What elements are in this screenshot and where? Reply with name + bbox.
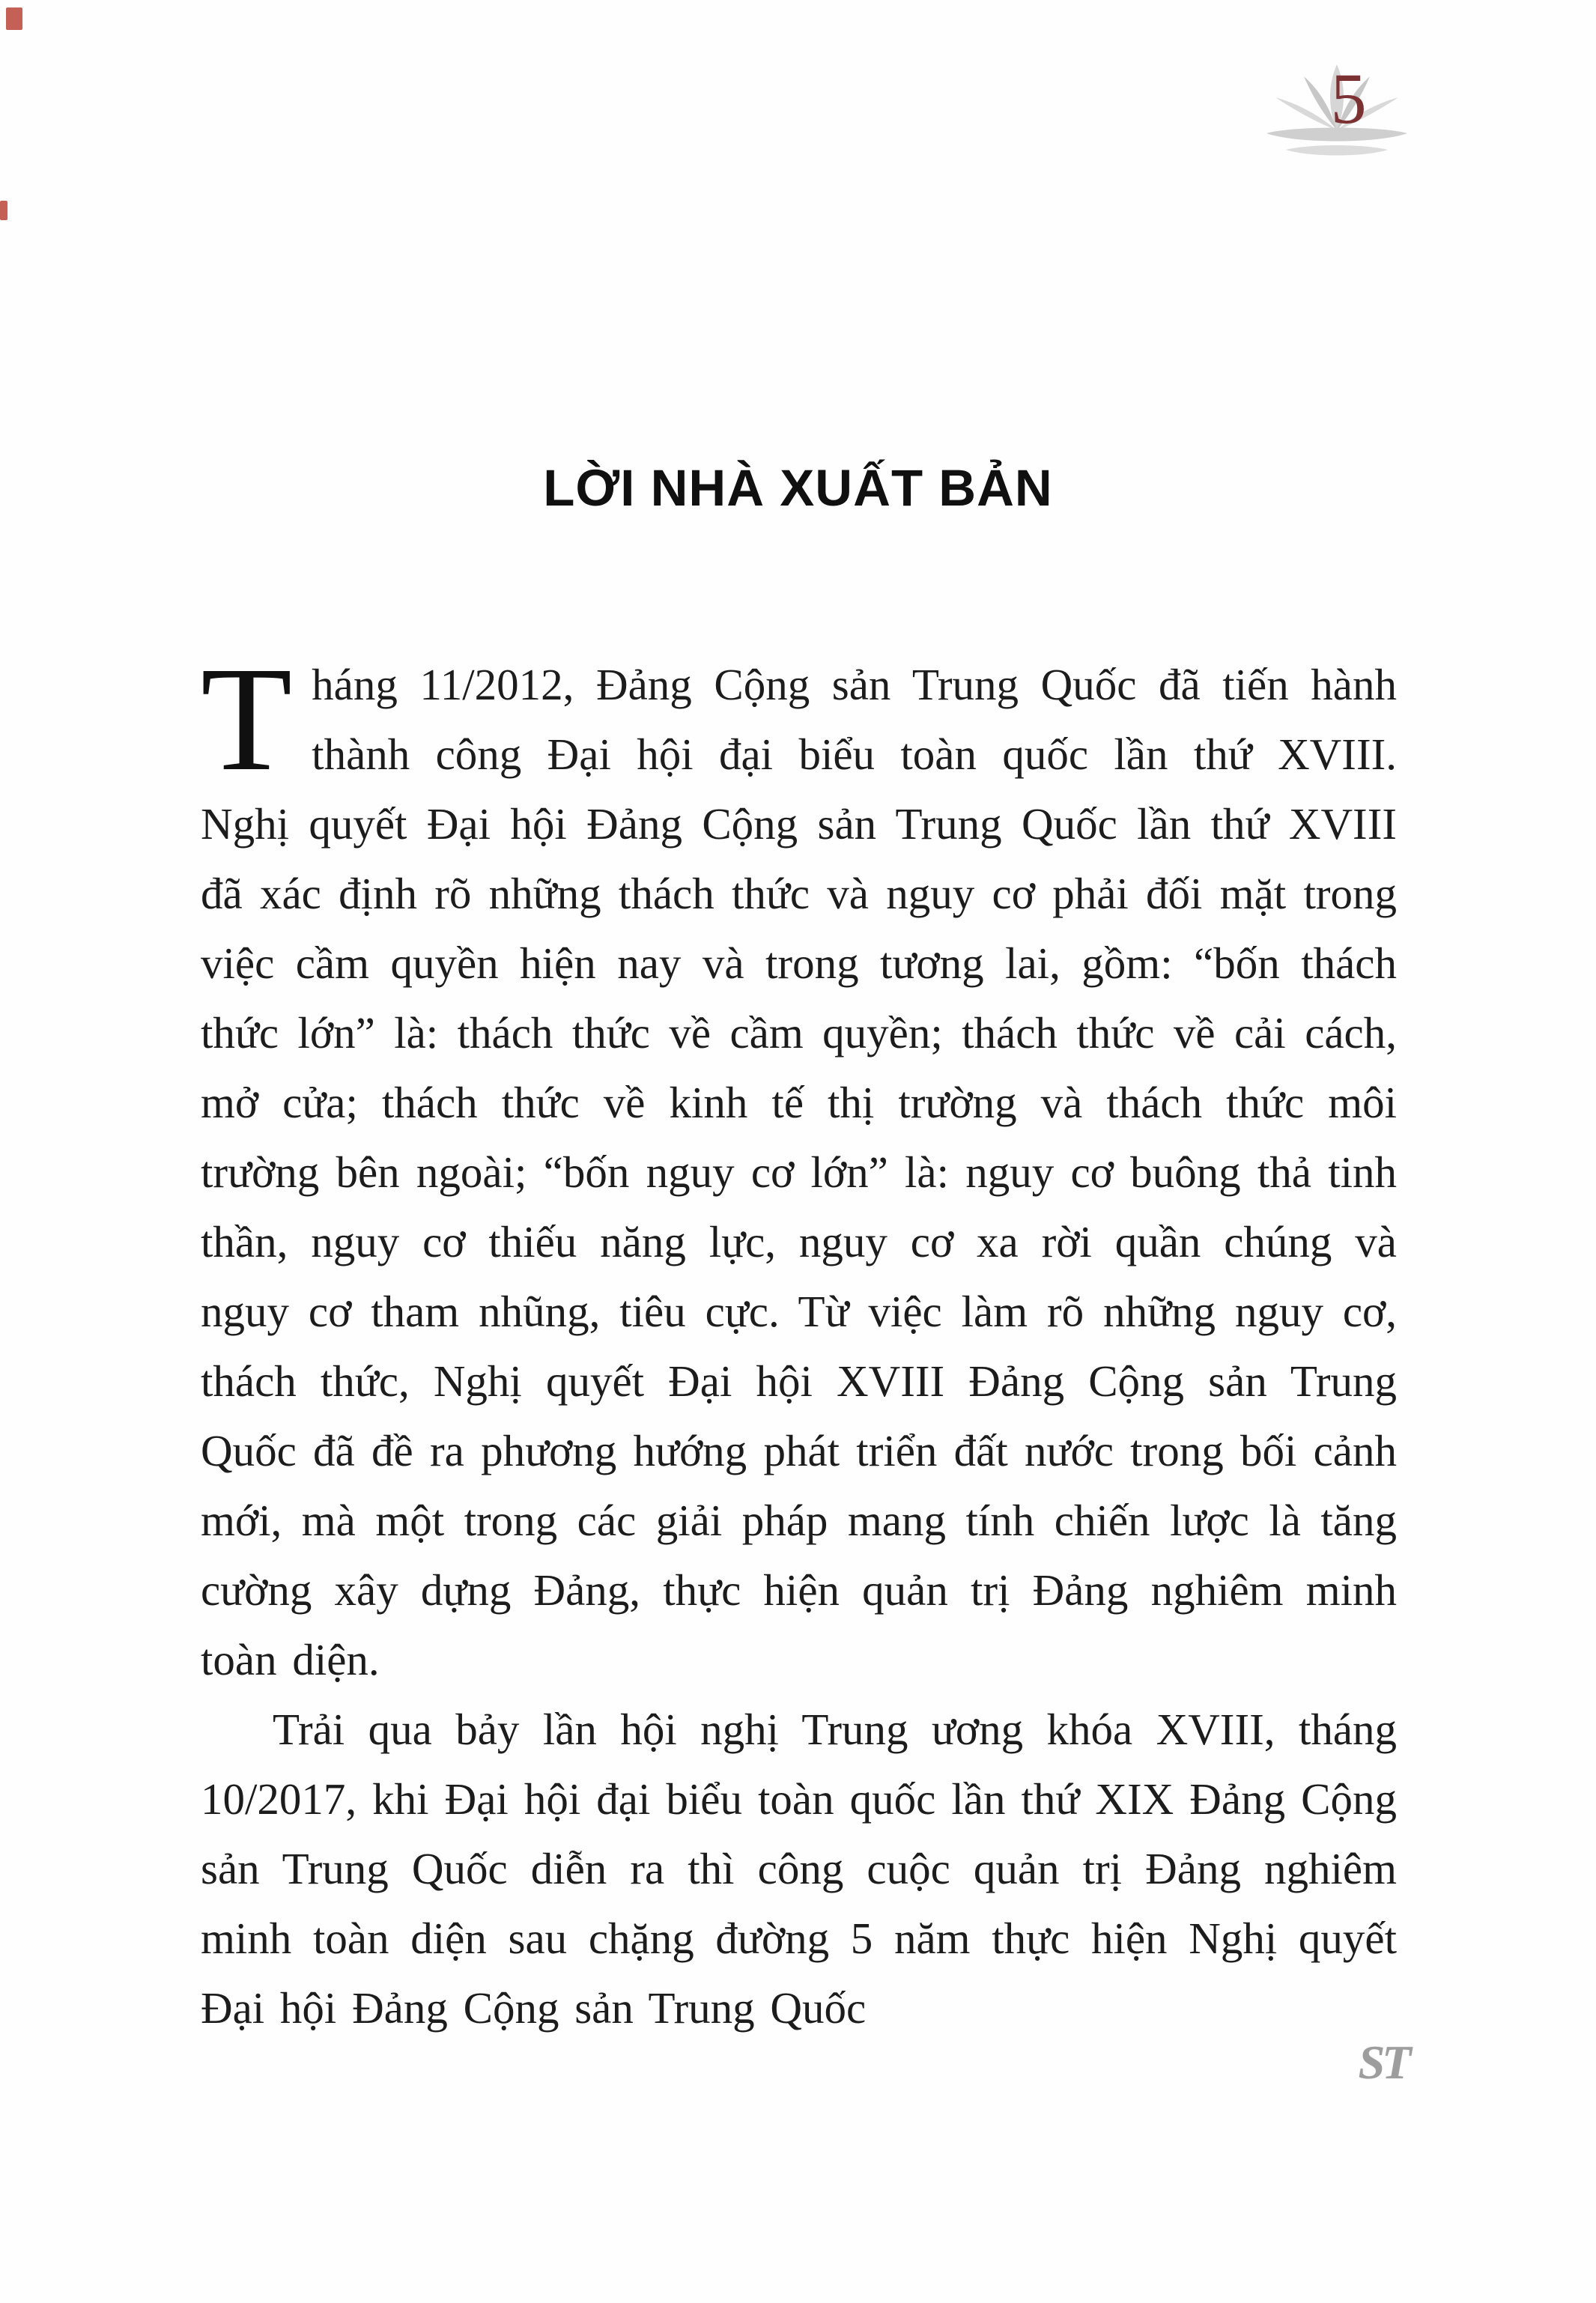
paragraph [201,637,1397,1695]
publisher-logo [1346,2028,1421,2097]
publisher-logo-text: ST [1358,2036,1409,2089]
paragraph [201,1695,1397,2043]
paragraph-text: Trải qua bảy lần hội nghị Trung ương khóa XVIII, tháng 10/2017, khi Đại hội đại biểu toàn quốc lần thứ XIX Đảng Cộng sản Trung Quốc diễn ra thì công cuộc quản trị Đảng nghiêm minh toàn diện sau chặng đường 5 năm thực hiện Nghị quyết Đại hội Đảng Cộng sản Trung Quốc [201,1705,1397,2033]
body-text [201,637,1397,2043]
scan-artifact [0,201,7,220]
paragraph-text: háng 11/2012, Đảng Cộng sản Trung Quốc đã tiến hành thành công Đại hội đại biểu toàn quốc lần thứ XVIII. Nghị quyết Đại hội Đảng Cộng sản Trung Quốc lần thứ XVIII đã xác định rõ những thách thức và nguy cơ phải đối mặt trong việc cầm quyền hiện nay và trong tương lai, gồm: “bốn thách thức lớn” là: thách thức về cầm quyền; thách thức về cải cách, mở cửa; thách thức về kinh tế thị trường và thách thức môi trường bên ngoài; “bốn nguy cơ lớn” là: nguy cơ buông thả tinh thần, nguy cơ thiếu năng lực, nguy cơ xa rời quần chúng và nguy cơ tham nhũng, tiêu cực. Từ việc làm rõ những nguy cơ, thách thức, Nghị quyết Đại hội XVIII Đảng Cộng sản Trung Quốc đã đề ra phương hướng phát triển đất nước trong bối cảnh mới, mà một trong các giải pháp mang tính chiến lược là tăng cường xây dựng Đảng, thực hiện quản trị Đảng nghiêm minh toàn diện. [201,660,1397,1684]
page-number: 5 [1330,58,1367,139]
chapter-title: LỜI NHÀ XUẤT BẢN [543,459,1053,517]
scan-artifact [6,7,22,30]
page-header-ornament [1256,58,1418,163]
dropcap-letter: T [201,637,293,802]
